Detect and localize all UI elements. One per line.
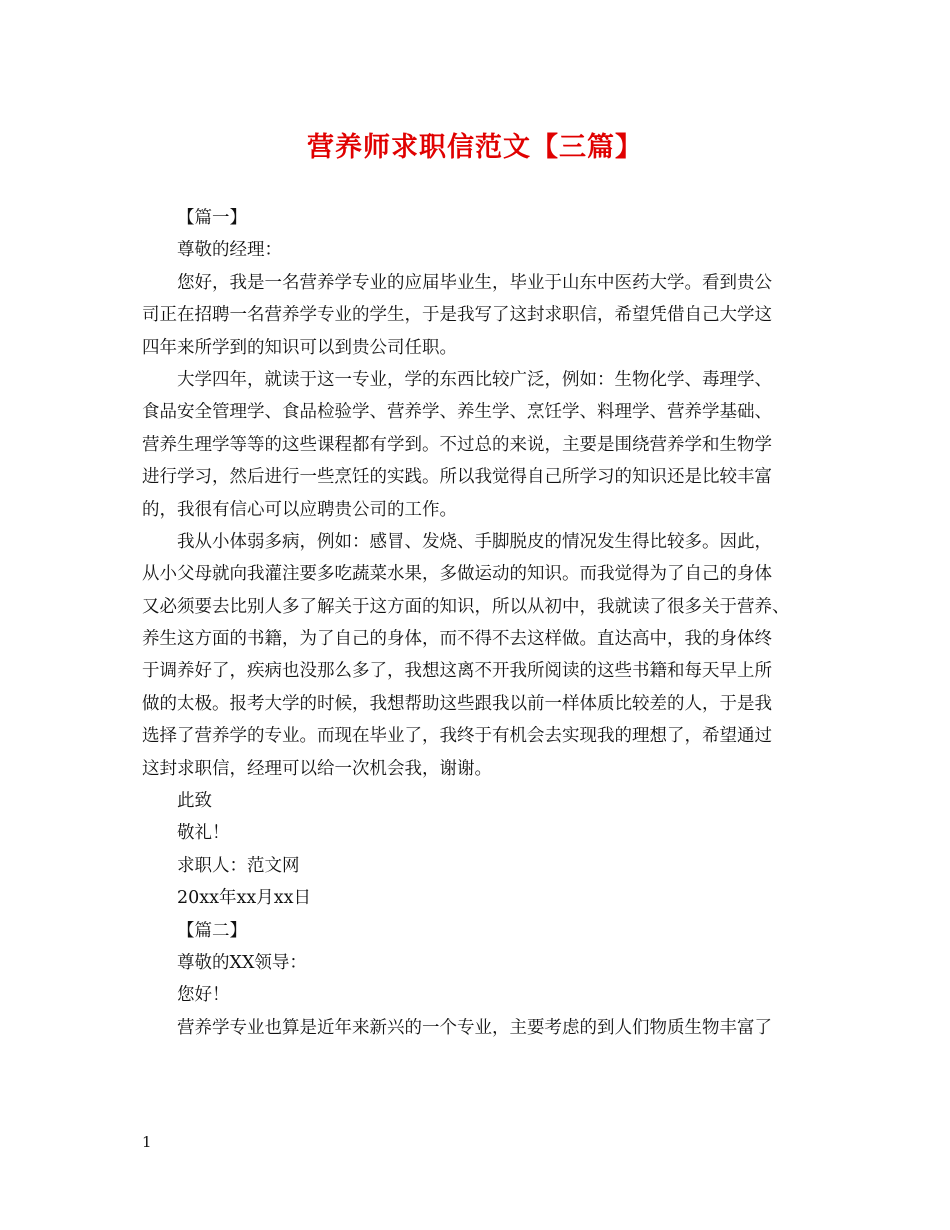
text-line: 求职人：范文网 <box>177 855 300 876</box>
text-line: 食品安全管理学、食品检验学、营养学、养生学、烹饪学、料理学、营养学基础、 <box>142 402 772 423</box>
page-number: 1 <box>142 1133 152 1151</box>
text-line: 敬礼！ <box>177 823 230 844</box>
text-line: 尊敬的经理： <box>177 240 282 261</box>
text-line: 您好，我是一名营养学专业的应届毕业生，毕业于山东中医药大学。看到贵公 <box>177 272 772 293</box>
text-line: 司正在招聘一名营养学专业的学生，于是我写了这封求职信，希望凭借自己大学这 <box>142 305 772 326</box>
text-line: 于调养好了，疾病也没那么多了，我想这离不开我所阅读的这些书籍和每天早上所 <box>142 661 772 682</box>
text-line: 您好！ <box>177 985 230 1006</box>
text-line: 这封求职信，经理可以给一次机会我，谢谢。 <box>142 758 492 779</box>
text-line: 我从小体弱多病，例如：感冒、发烧、手脚脱皮的情况发生得比较多。因此， <box>177 531 772 552</box>
text-line: 【篇一】 <box>177 208 247 228</box>
text-line: 四年来所学到的知识可以到贵公司任职。 <box>142 337 457 358</box>
text-line: 选择了营养学的专业。而现在毕业了，我终于有机会去实现我的理想了，希望通过 <box>142 726 772 747</box>
text-line: 营养学专业也算是近年来新兴的一个专业，主要考虑的到人们物质生物丰富了 <box>177 1017 772 1038</box>
document-body <box>142 202 822 1044</box>
text-line: 20xx年xx月xx日 <box>177 888 311 909</box>
text-line: 【篇二】 <box>177 920 247 941</box>
document-title: 营养师求职信范文【三篇】 <box>307 132 643 163</box>
text-line: 进行学习，然后进行一些烹饪的实践。所以我觉得自己所学习的知识还是比较丰富 <box>142 467 772 488</box>
text-line: 做的太极。报考大学的时候，我想帮助这些跟我以前一样体质比较差的人，于是我 <box>142 693 772 714</box>
text-line: 大学四年，就读于这一专业，学的东西比较广泛，例如：生物化学、毒理学、 <box>177 369 772 390</box>
text-line: 又必须要去比别人多了解关于这方面的知识，所以从初中，我就读了很多关于营养、 <box>142 596 790 617</box>
text-line: 营养生理学等等的这些课程都有学到。不过总的来说，主要是围绕营养学和生物学 <box>142 434 772 455</box>
text-line: 从小父母就向我灌注要多吃蔬菜水果，多做运动的知识。而我觉得为了自己的身体 <box>142 564 772 585</box>
text-line: 养生这方面的书籍，为了自己的身体，而不得不去这样做。直达高中，我的身体终 <box>142 629 772 650</box>
text-line: 此致 <box>177 791 212 812</box>
text-line: 尊敬的XX领导： <box>177 952 307 973</box>
text-line: 的，我很有信心可以应聘贵公司的工作。 <box>142 499 457 520</box>
